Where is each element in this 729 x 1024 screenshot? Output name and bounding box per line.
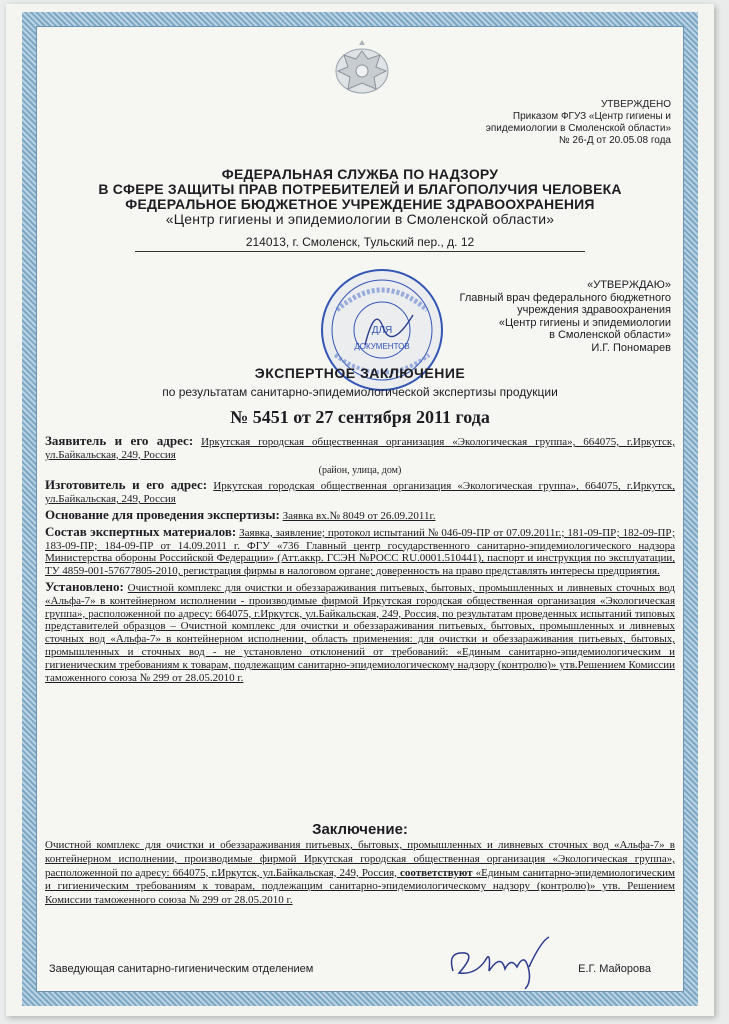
- applicant-value: Иркутская городская общественная организация «Экологическая группа», 664075, г.Иркутск, ул.Байкальская, 249, Россия: [45, 436, 676, 461]
- chief-heading: «УТВЕРЖДАЮ»: [587, 279, 671, 291]
- chief-approval-block: [381, 279, 671, 354]
- seal-bottom-text: ДОКУМЕНТОВ: [354, 342, 410, 351]
- approved-heading: УТВЕРЖДЕНО: [600, 99, 671, 110]
- manufacturer-section: [45, 479, 675, 506]
- document-title: ЭКСПЕРТНОЕ ЗАКЛЮЧЕНИЕ: [254, 365, 466, 381]
- handwritten-signature-icon: [445, 931, 555, 991]
- approved-line: № 26-Д от 20.05.08 года: [558, 135, 671, 146]
- basis-label: Основание для проведения экспертизы:: [45, 506, 280, 522]
- basis-value: Заявка вх.№ 8049 от 26.09.2011г.: [282, 509, 436, 522]
- basis-section: [45, 506, 675, 523]
- conclusion-text: [45, 839, 675, 908]
- established-section: [45, 578, 675, 684]
- agency-address: 214013, г. Смоленск, Тульский пер., д. 12: [135, 235, 585, 252]
- chief-name: И.Г. Пономарев: [591, 341, 671, 354]
- agency-line: ФЕДЕРАЛЬНАЯ СЛУЖБА ПО НАДЗОРУ: [221, 166, 499, 182]
- signatory-title: Заведующая санитарно-гигиеническим отделением: [49, 963, 314, 975]
- decorative-border: [22, 12, 698, 1006]
- conclusion-text-part: «Единым санитарно-эпидемиологическим и гигиеническим требованиям к товарам, подлежащим санитарно-эпидемиологическому надзору (контролю)» утв. Решением Комиссии таможенного союза № 299 от 28.05.2010 г.: [45, 866, 676, 907]
- conclusion-title: Заключение:: [312, 821, 408, 838]
- agency-header: [45, 167, 675, 227]
- approved-line: Приказом ФГУЗ «Центр гигиены и: [512, 111, 671, 122]
- established-label: Установлено:: [45, 578, 124, 594]
- expertise-body: [45, 435, 675, 687]
- chief-line: «Центр гигиены и эпидемиологии: [498, 316, 671, 329]
- chief-line: учреждения здравоохранения: [517, 304, 671, 316]
- manufacturer-value: Иркутская городская общественная организация «Экологическая группа», 664075, г.Иркутск, ул.Байкальская, 249, Россия: [45, 480, 675, 506]
- materials-value: Заявка, заявление; протокол испытаний № 046-09-ПР от 07.09.2011г.; 181-09-ПР; 182-09-ПР; 183-09-ПР; 184-09-ПР от 14.09.2011 г. ФГУ «736 Главный центр государственного санитарно-эпидемиологического надзора Министерства обороны Российской Федерации» (Атт.аккр. ГСЭН №РОСС RU.0001.510441), паспорт и инструкция по эксплуатации, ТУ 4859-001-57677805-2010, регистрация фирмы в налоговом органе; доверенность на право представлять интересы предприятия.: [45, 526, 676, 578]
- conclusion-text-part: Очистной комплекс для очистки и обеззараживания питьевых, бытовых, промышленных и ливневых сточных вод «Альфа-7» в контейнерном исполнении, производимые фирмой Иркутская городская общественная организация «Экологическая группа», расположенной по адресу: 664075, г.Иркутск, ул.Байкальская, 249, Россия,: [45, 839, 675, 879]
- materials-label: Состав экспертных материалов:: [45, 523, 237, 539]
- state-emblem-icon: [330, 37, 394, 99]
- agency-line: ФЕДЕРАЛЬНОЕ БЮДЖЕТНОЕ УЧРЕЖДЕНИЕ ЗДРАВООХРАНЕНИЯ: [125, 196, 595, 212]
- seal-center-text: ДЛЯ: [371, 325, 393, 336]
- applicant-label: Заявитель и его адрес:: [45, 433, 194, 448]
- conclusion-verdict: соответствуют: [400, 866, 473, 879]
- document-number: № 5451 от 27 сентября 2011 года: [230, 407, 490, 427]
- chief-line: в Смоленской области»: [549, 329, 671, 341]
- signatory-name: Е.Г. Майорова: [578, 963, 651, 975]
- established-value: Очистной комплекс для очистки и обеззараживания питьевых, бытовых, промышленных и ливневых сточных вод «Альфа-7» в контейнерном исполнении - производимые фирмой Иркутская городская общественная организация «Экологическая группа», расположенной по адресу: 664075, г.Иркутск, ул.Байкальская, 249, Россия, по результатам проведенных испытаний типовых представителей образцов – Очистной комплекс для очистки и обеззараживания питьевых, бытовых, промышленных и ливневых сточных вод «Альфа-7» в контейнерном исполнении, область применения: для очистки и обеззараживания питьевых, бытовых, промышленных и сточных вод - не установлено отклонений от требований: «Единым санитарно-эпидемиологическим и гигиеническим требованиям к товарам, подлежащим санитарно-эпидемиологическому надзору (контролю)» утв.Решением Комиссии таможенного союза № 299 от 28.05.2010 г.: [45, 581, 675, 684]
- manufacturer-label: Изготовитель и его адрес:: [45, 477, 208, 493]
- applicant-hint: (район, улица, дом): [318, 464, 402, 476]
- document-sheet: [6, 4, 714, 1016]
- agency-org-name: «Центр гигиены и эпидемиологии в Смоленской области»: [165, 211, 555, 227]
- chief-line: Главный врач федерального бюджетного: [459, 291, 671, 304]
- approved-line: эпидемиологии в Смоленской области»: [485, 123, 671, 134]
- document-content: [45, 27, 675, 991]
- document-subtitle: по результатам санитарно-эпидемиологической экспертизы продукции: [162, 385, 558, 399]
- materials-section: [45, 523, 676, 578]
- applicant-section: [45, 435, 675, 462]
- document-page: [36, 26, 684, 992]
- approval-order-block: [411, 99, 671, 147]
- agency-line: В СФЕРЕ ЗАЩИТЫ ПРАВ ПОТРЕБИТЕЛЕЙ И БЛАГОПОЛУЧИЯ ЧЕЛОВЕКА: [98, 181, 622, 197]
